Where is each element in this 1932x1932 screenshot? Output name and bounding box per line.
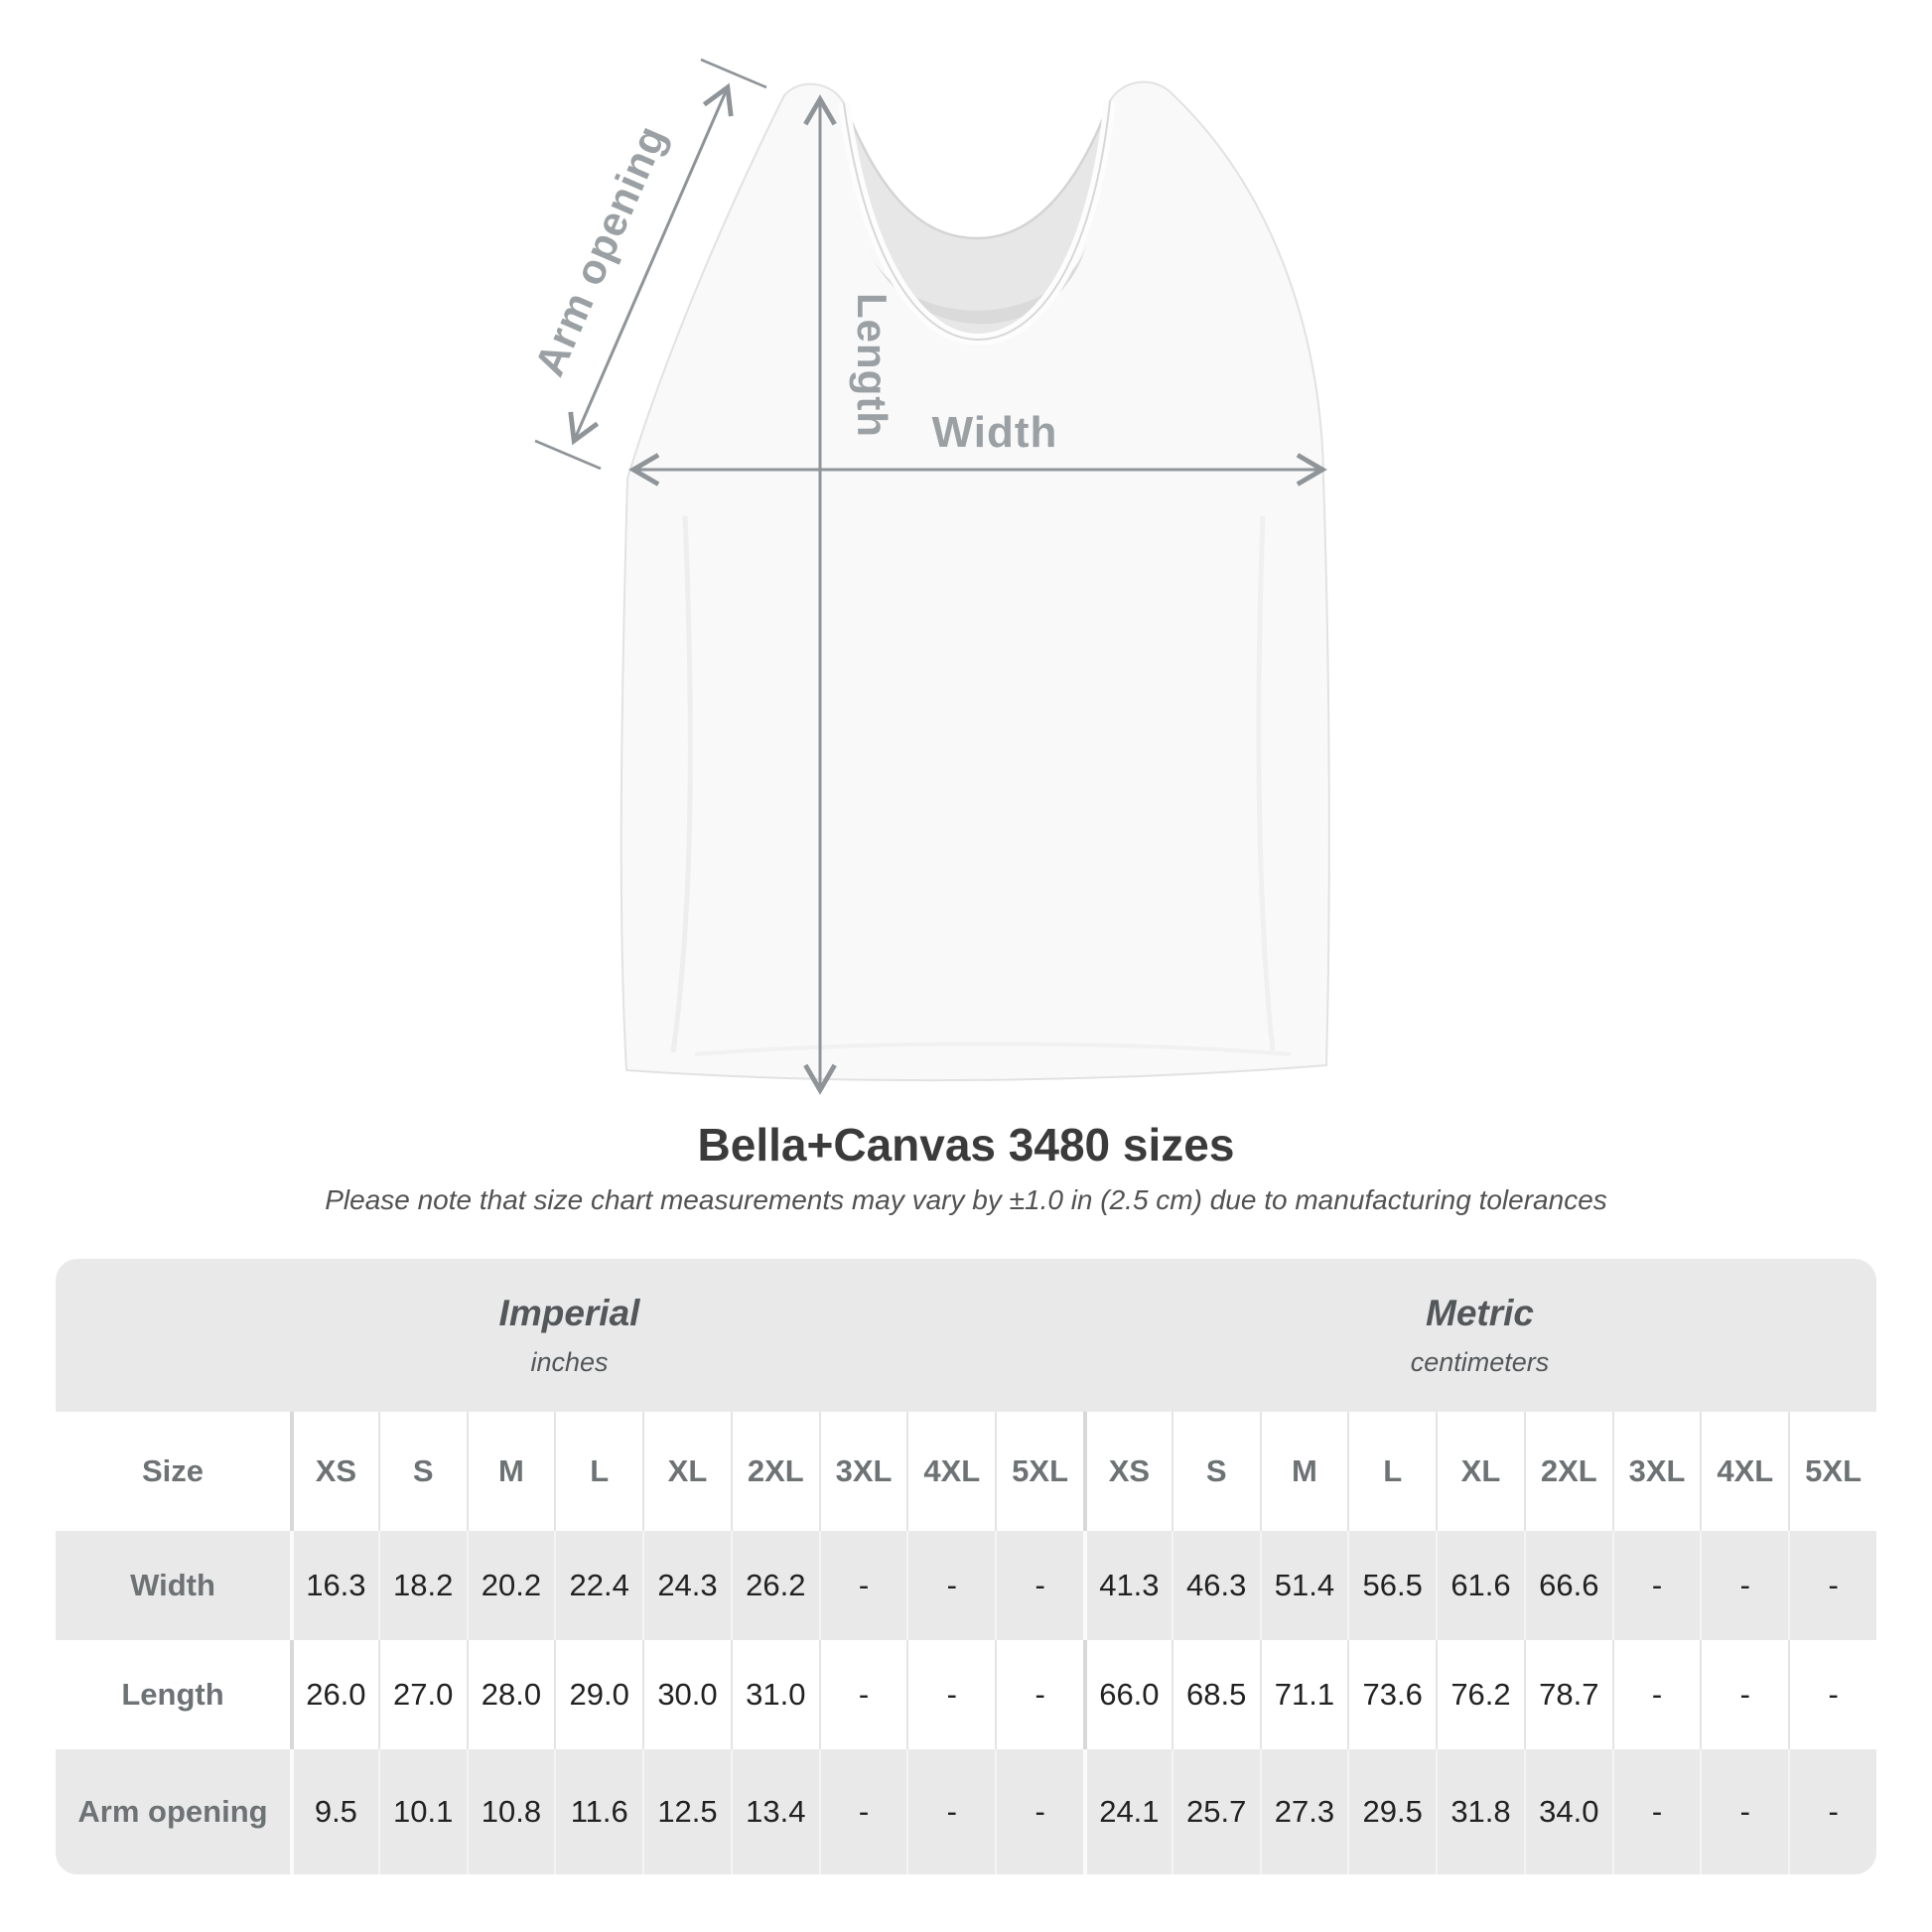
col-header: 3XL (1612, 1412, 1701, 1531)
tolerance-note: Please note that size chart measurements may vary by ±1.0 in (2.5 cm) due to manufacturing tolerances (325, 1184, 1607, 1216)
cell: 34.0 (1524, 1749, 1612, 1874)
row-label: Width (130, 1567, 215, 1602)
cell: 78.7 (1524, 1640, 1612, 1749)
row-label: Arm opening (77, 1793, 268, 1829)
col-header: M (1260, 1412, 1348, 1531)
unit-group-label: Metric (1426, 1292, 1534, 1333)
cell: - (1788, 1531, 1876, 1640)
cell: 29.0 (554, 1640, 642, 1749)
cell: - (819, 1531, 907, 1640)
col-header: 4XL (906, 1412, 995, 1531)
cell: 61.6 (1436, 1531, 1524, 1640)
cell: 41.3 (1083, 1531, 1172, 1640)
cell: 31.8 (1436, 1749, 1524, 1874)
cell: - (1700, 1531, 1788, 1640)
cell: 13.4 (731, 1749, 819, 1874)
length-dimension-label: Length (849, 293, 896, 438)
cell: 76.2 (1436, 1640, 1524, 1749)
unit-group-label: Imperial (498, 1292, 640, 1333)
tank-top-illustration (621, 82, 1329, 1080)
cell: - (1700, 1640, 1788, 1749)
row-label: Length (121, 1676, 224, 1712)
cell: 26.0 (290, 1640, 378, 1749)
cell: - (1612, 1749, 1701, 1874)
size-chart-table (56, 1259, 1876, 1874)
col-header: L (554, 1412, 642, 1531)
cell: 71.1 (1260, 1640, 1348, 1749)
cell: 27.0 (378, 1640, 467, 1749)
cell: 25.7 (1172, 1749, 1260, 1874)
unit-group-imperial (56, 1259, 1083, 1412)
col-header: S (378, 1412, 467, 1531)
cell: 22.4 (554, 1531, 642, 1640)
cell: 20.2 (467, 1531, 555, 1640)
cell: 46.3 (1172, 1531, 1260, 1640)
cell: 24.1 (1083, 1749, 1172, 1874)
cell: 66.0 (1083, 1640, 1172, 1749)
unit-group-unit: inches (530, 1346, 609, 1377)
cell: - (995, 1531, 1083, 1640)
cell: - (1788, 1640, 1876, 1749)
cell: - (906, 1640, 995, 1749)
cell: 27.3 (1260, 1749, 1348, 1874)
arm-opening-dimension-label: Arm opening (525, 118, 676, 383)
cell: - (1612, 1640, 1701, 1749)
cell: - (995, 1640, 1083, 1749)
table-row-length (56, 1640, 1876, 1749)
cell: - (1788, 1749, 1876, 1874)
cell: 73.6 (1347, 1640, 1436, 1749)
cell: - (819, 1640, 907, 1749)
arm-opening-end-tick (535, 441, 601, 469)
cell: 56.5 (1347, 1531, 1436, 1640)
table-row-arm-opening (56, 1749, 1876, 1874)
col-header: M (467, 1412, 555, 1531)
cell: 24.3 (642, 1531, 731, 1640)
cell: 31.0 (731, 1640, 819, 1749)
cell: - (995, 1749, 1083, 1874)
cell: 66.6 (1524, 1531, 1612, 1640)
width-dimension-label: Width (931, 408, 1058, 457)
cell: - (906, 1531, 995, 1640)
cell: 26.2 (731, 1531, 819, 1640)
tank-body (621, 82, 1329, 1080)
cell: 11.6 (554, 1749, 642, 1874)
unit-group-metric (1083, 1259, 1876, 1412)
unit-group-unit: centimeters (1410, 1346, 1550, 1377)
cell: 10.1 (378, 1749, 467, 1874)
col-header: 5XL (1788, 1412, 1876, 1531)
cell: 16.3 (290, 1531, 378, 1640)
col-header: XS (290, 1412, 378, 1531)
table-row-width (56, 1531, 1876, 1640)
table-header-row (56, 1412, 1876, 1531)
arm-opening-end-tick (701, 60, 766, 87)
col-header: XL (1436, 1412, 1524, 1531)
cell: 28.0 (467, 1640, 555, 1749)
cell: - (819, 1749, 907, 1874)
col-header: L (1347, 1412, 1436, 1531)
col-header: S (1172, 1412, 1260, 1531)
cell: 18.2 (378, 1531, 467, 1640)
cell: - (906, 1749, 995, 1874)
col-header: 4XL (1700, 1412, 1788, 1531)
col-header: 2XL (731, 1412, 819, 1531)
cell: - (1612, 1531, 1701, 1640)
cell: 9.5 (290, 1749, 378, 1874)
unit-group-band (56, 1259, 1876, 1412)
cell: 10.8 (467, 1749, 555, 1874)
cell: 30.0 (642, 1640, 731, 1749)
cell: 29.5 (1347, 1749, 1436, 1874)
cell: 68.5 (1172, 1640, 1260, 1749)
col-header: 2XL (1524, 1412, 1612, 1531)
col-header: XL (642, 1412, 731, 1531)
page-title: Bella+Canvas 3480 sizes (697, 1119, 1235, 1171)
cell: 12.5 (642, 1749, 731, 1874)
col-header: 5XL (995, 1412, 1083, 1531)
cell: 51.4 (1260, 1531, 1348, 1640)
cell: - (1700, 1749, 1788, 1874)
col-header: XS (1083, 1412, 1172, 1531)
col-header: 3XL (819, 1412, 907, 1531)
size-col-header: Size (141, 1452, 205, 1488)
